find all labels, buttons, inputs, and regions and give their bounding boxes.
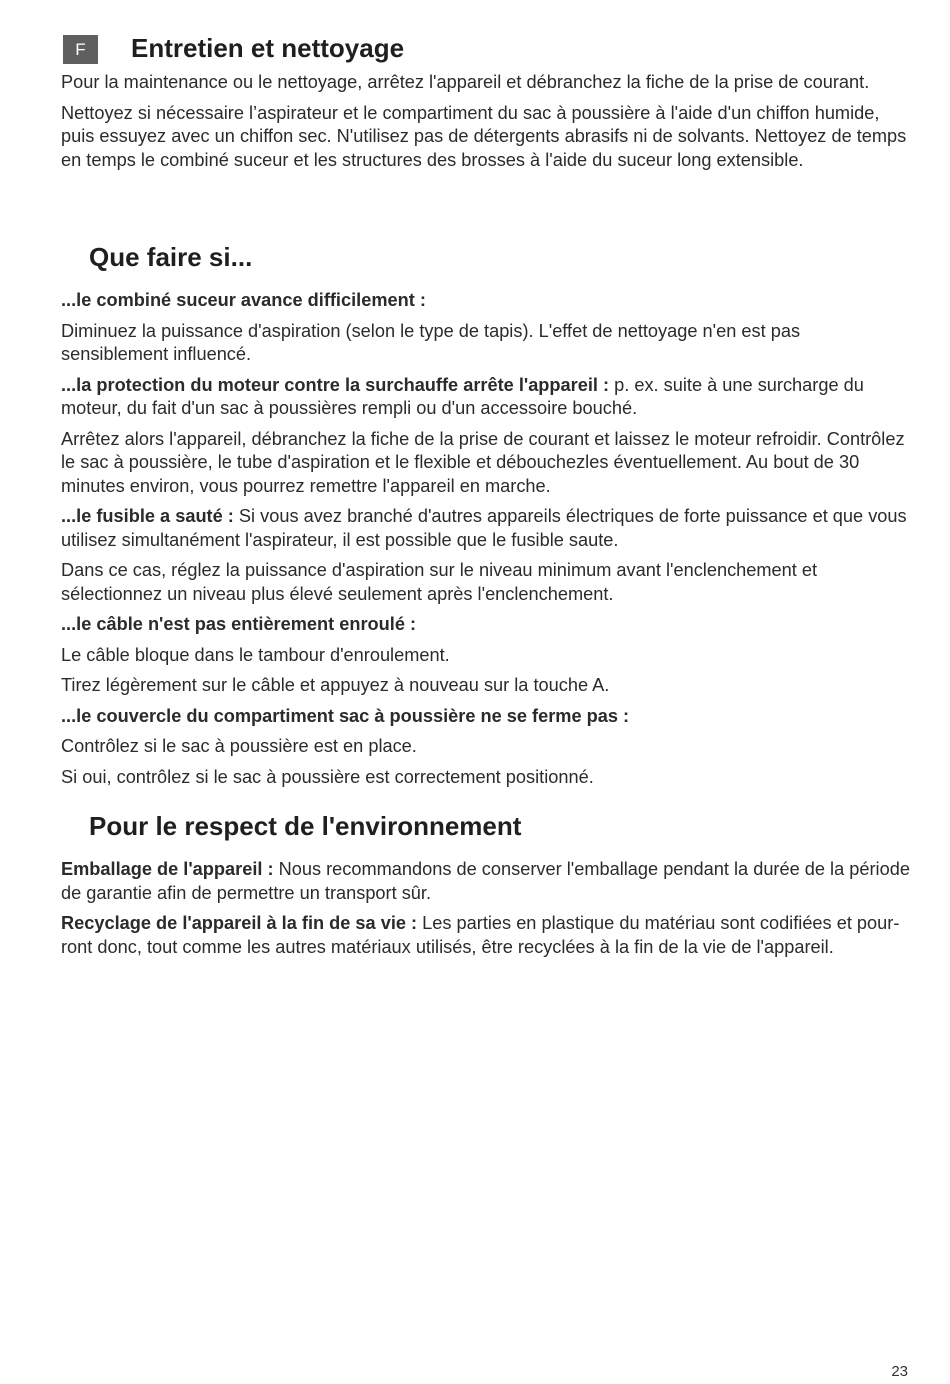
trouble-item <box>61 320 911 367</box>
trouble-text: Tirez légèrement sur le câble et appuyez à nouveau sur la touche A. <box>61 675 610 695</box>
trouble-item <box>61 766 911 790</box>
trouble-heading: ...la protection du moteur contre la surchauffe arrête l'appareil : <box>61 374 610 395</box>
trouble-heading: ...le couvercle du compartiment sac à poussière ne se ferme pas : <box>61 705 630 726</box>
trouble-text: p. ex. suite à une surcharge du moteur, du fait d'un sac à poussières rempli ou d'un accessoire bouché. <box>61 374 864 418</box>
environment-section <box>61 811 911 966</box>
language-badge: F <box>63 35 98 64</box>
environment-item <box>61 858 911 905</box>
trouble-text: Arrêtez alors l'appareil, débranchez la fiche de la prise de courant et laissez le moteur refroidir. Contrôlez le sac à poussière, le tube d'aspiration et le flexible et débouchezles éventuellement. Au bout de 30 minutes environ, vous pourrez remettre l'appareil en marche. <box>61 428 905 496</box>
environment-heading: Emballage de l'appareil : <box>61 859 274 879</box>
trouble-item <box>61 505 911 552</box>
section-title-troubleshooting: Que faire si... <box>89 242 253 272</box>
environment-item <box>61 912 911 959</box>
trouble-text: Le câble bloque dans le tambour d'enroulement. <box>61 644 450 665</box>
environment-heading: Recyclage de l'appareil à la fin de sa vie : <box>61 913 418 933</box>
trouble-text: Contrôlez si le sac à poussière est en place. <box>61 736 417 756</box>
trouble-item <box>61 674 911 698</box>
page-number: 23 <box>891 1363 908 1380</box>
environment-text: Les parties en plastique du matériau sont codifiées et pour-ront donc, tout comme les autres matériaux utilisés, être recyclées à la fin de la vie de l'appareil. <box>61 913 900 957</box>
maintenance-section <box>61 71 911 179</box>
environment-text: Nous recommandons de conserver l'emballage pendant la durée de la période de garantie afin de permettre un transport sûr. <box>61 859 910 903</box>
trouble-heading: ...le câble n'est pas entièrement enroulé : <box>61 614 417 634</box>
trouble-item <box>61 705 911 729</box>
section-title-maintenance: Entretien et nettoyage <box>131 33 405 63</box>
troubleshooting-section <box>61 242 911 796</box>
trouble-item <box>61 735 911 759</box>
section-title-environment: Pour le respect de l'environnement <box>89 811 522 841</box>
trouble-item <box>61 644 911 668</box>
maintenance-paragraph: Pour la maintenance ou le nettoyage, arrêtez l'appareil et débranchez la fiche de la prise de courant. <box>61 72 870 92</box>
trouble-item <box>61 374 911 421</box>
trouble-item <box>61 289 911 313</box>
trouble-heading: ...le combiné suceur avance difficilement : <box>61 290 426 310</box>
trouble-item <box>61 428 911 499</box>
trouble-text: Dans ce cas, réglez la puissance d'aspiration sur le niveau minimum avant l'enclenchement et sélectionnez un niveau plus élevé seulement après l'enclenchement. <box>61 560 818 604</box>
trouble-text: Diminuez la puissance d'aspiration (selon le type de tapis). L'effet de nettoyage n'en est pas sensiblement influencé. <box>61 320 801 364</box>
trouble-item <box>61 613 911 637</box>
trouble-text: Si vous avez branché d'autres appareils électriques de forte puissance et que vous utilisez simultanément l'aspirateur, il est possible que le fusible saute. <box>61 506 907 550</box>
trouble-heading: ...le fusible a sauté : <box>61 506 234 526</box>
trouble-item <box>61 559 911 606</box>
trouble-text: Si oui, contrôlez si le sac à poussière est correctement positionné. <box>61 766 594 787</box>
maintenance-paragraph: Nettoyez si nécessaire l’aspirateur et le compartiment du sac à poussière à l'aide d'un chiffon humide, puis essuyez avec un chiffon sec. N'utilisez pas de détergents abrasifs ni de solvants. Nettoyez de temps en temps le combiné suceur et les structures des brosses à l'aide du suceur long extensible. <box>61 102 907 170</box>
